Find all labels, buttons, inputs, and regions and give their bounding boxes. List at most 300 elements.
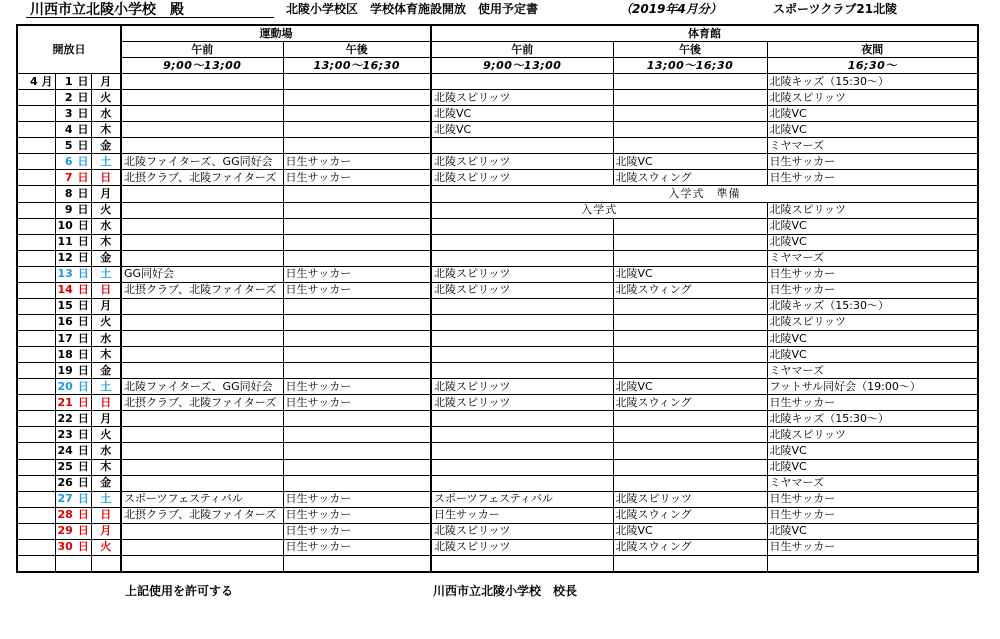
schedule-row — [17, 170, 978, 186]
schedule-row — [17, 234, 978, 250]
gym-pm-cell — [613, 298, 767, 314]
day-suffix: 日 — [77, 492, 89, 506]
gym-am-cell — [431, 411, 613, 427]
gym-night-cell: 北陵VC — [767, 106, 978, 122]
weekday-cell: 火 — [91, 202, 121, 218]
day-suffix: 日 — [77, 331, 89, 345]
ground-am-cell — [121, 443, 283, 459]
gym-night-cell: 日生サッカー — [767, 266, 978, 282]
day-number: 8 — [64, 186, 73, 200]
gym-night-cell: ミヤマーズ — [767, 475, 978, 491]
gym-pm-cell — [613, 106, 767, 122]
weekday-cell: 月 — [91, 523, 121, 539]
gym-am-cell — [431, 555, 613, 572]
gym-pm-cell: 北陵VC — [613, 523, 767, 539]
weekday-cell: 木 — [91, 122, 121, 138]
gym-pm-cell — [613, 314, 767, 330]
day-cell — [55, 427, 91, 443]
day-suffix: 日 — [77, 524, 89, 538]
gym-night-cell: 北陵VC — [767, 218, 978, 234]
day-number: 12 — [57, 251, 73, 265]
day-suffix: 日 — [77, 476, 89, 490]
schedule-row — [17, 363, 978, 379]
gym-night-cell: ミヤマーズ — [767, 250, 978, 266]
ground-am-cell: 北陵ファイターズ、GG同好会 — [121, 154, 283, 170]
ground-pm-cell: 日生サッカー — [283, 379, 431, 395]
gym-am-cell: スポーツフェスティバル — [431, 491, 613, 507]
month-cell — [17, 427, 55, 443]
schedule-row — [17, 427, 978, 443]
gym-pm-cell — [613, 475, 767, 491]
ground-pm-cell — [283, 555, 431, 572]
day-suffix: 日 — [77, 251, 89, 265]
ground-am-cell — [121, 106, 283, 122]
day-number: 28 — [57, 508, 73, 522]
ground-am-cell — [121, 459, 283, 475]
gym-pm-cell — [613, 411, 767, 427]
day-number: 21 — [57, 395, 73, 409]
gym-am-cell: 北陵スピリッツ — [431, 539, 613, 555]
gym-pm-cell: 北陵スウィング — [613, 395, 767, 411]
gym-pm-cell: 北陵VC — [613, 154, 767, 170]
header-gym-night: 夜間 — [767, 42, 978, 58]
gym-pm-cell — [613, 363, 767, 379]
gym-pm-cell: 北陵スウィング — [613, 507, 767, 523]
gym-pm-cell: 北陵VC — [613, 266, 767, 282]
ground-am-cell — [121, 234, 283, 250]
ground-am-cell — [121, 90, 283, 106]
gym-pm-cell — [613, 347, 767, 363]
gym-am-cell — [431, 74, 613, 90]
header-gym-am: 午前 — [431, 42, 613, 58]
gym-am-cell — [431, 314, 613, 330]
ground-am-cell — [121, 122, 283, 138]
weekday-cell: 火 — [91, 539, 121, 555]
ground-am-cell: 北摂クラブ、北陵ファイターズ — [121, 507, 283, 523]
ground-am-cell — [121, 363, 283, 379]
day-cell — [55, 170, 91, 186]
weekday-cell: 水 — [91, 218, 121, 234]
day-suffix: 日 — [77, 203, 89, 217]
day-number: 2 — [64, 90, 73, 104]
day-suffix: 日 — [77, 170, 89, 184]
day-suffix: 日 — [77, 508, 89, 522]
ground-am-cell — [121, 186, 283, 202]
month-cell — [17, 363, 55, 379]
month-cell — [17, 154, 55, 170]
day-cell — [55, 234, 91, 250]
ground-am-cell: 北摂クラブ、北陵ファイターズ — [121, 282, 283, 298]
day-cell — [55, 459, 91, 475]
period-label: （2019年4月分） — [620, 2, 722, 16]
month-cell — [17, 347, 55, 363]
month-cell — [17, 218, 55, 234]
weekday-cell: 火 — [91, 90, 121, 106]
gym-night-cell — [767, 555, 978, 572]
month-cell — [17, 459, 55, 475]
ground-pm-cell — [283, 74, 431, 90]
day-suffix: 日 — [77, 363, 89, 377]
gym-pm-cell — [613, 138, 767, 154]
ground-am-cell — [121, 250, 283, 266]
weekday-cell: 月 — [91, 298, 121, 314]
weekday-cell: 月 — [91, 74, 121, 90]
gym-night-cell: 北陵VC — [767, 523, 978, 539]
ground-am-cell — [121, 347, 283, 363]
day-suffix: 日 — [77, 299, 89, 313]
header-gym: 体育館 — [431, 25, 978, 42]
day-number: 19 — [57, 363, 73, 377]
gym-night-cell: フットサル同好会（19:00～） — [767, 379, 978, 395]
month-cell — [17, 475, 55, 491]
day-number: 11 — [57, 235, 73, 249]
ground-am-cell — [121, 427, 283, 443]
ground-pm-cell — [283, 122, 431, 138]
day-cell — [55, 298, 91, 314]
gym-pm-cell — [613, 459, 767, 475]
weekday-cell: 月 — [91, 186, 121, 202]
ground-am-cell: 北摂クラブ、北陵ファイターズ — [121, 395, 283, 411]
ground-am-cell: 北陵ファイターズ、GG同好会 — [121, 379, 283, 395]
gym-am-cell — [431, 475, 613, 491]
day-cell — [55, 250, 91, 266]
month-cell — [17, 250, 55, 266]
day-number: 5 — [64, 138, 73, 152]
day-suffix: 日 — [77, 154, 89, 168]
gym-am-cell: 北陵VC — [431, 106, 613, 122]
day-suffix: 日 — [77, 122, 89, 136]
weekday-cell: 水 — [91, 331, 121, 347]
day-number: 23 — [57, 427, 73, 441]
day-cell — [55, 555, 91, 572]
permit-text: 上記使用を許可する — [125, 584, 234, 598]
month-cell — [17, 443, 55, 459]
month-cell — [17, 170, 55, 186]
schedule-row — [17, 202, 978, 218]
gym-am-cell: 北陵スピリッツ — [431, 395, 613, 411]
schedule-row — [17, 282, 978, 298]
gym-am-cell — [431, 443, 613, 459]
day-suffix: 日 — [77, 315, 89, 329]
day-cell — [55, 491, 91, 507]
ground-am-cell — [121, 218, 283, 234]
gym-pm-cell — [613, 331, 767, 347]
schedule-row — [17, 411, 978, 427]
month-cell — [17, 491, 55, 507]
header-ground: 運動場 — [121, 25, 431, 42]
gym-night-cell: 北陵VC — [767, 459, 978, 475]
ground-pm-cell: 日生サッカー — [283, 523, 431, 539]
gym-am-cell: 北陵スピリッツ — [431, 90, 613, 106]
schedule-row — [17, 266, 978, 282]
ground-am-cell — [121, 475, 283, 491]
month-cell — [17, 411, 55, 427]
weekday-cell: 水 — [91, 106, 121, 122]
ground-am-cell — [121, 331, 283, 347]
schedule-row — [17, 186, 978, 202]
gym-night-cell: 北陵VC — [767, 234, 978, 250]
schedule-row — [17, 347, 978, 363]
weekday-cell: 日 — [91, 395, 121, 411]
month-cell — [17, 106, 55, 122]
day-cell — [55, 106, 91, 122]
day-suffix: 日 — [77, 219, 89, 233]
time-gym-am: 9;00～13;00 — [431, 58, 613, 74]
ground-pm-cell — [283, 314, 431, 330]
gym-am-cell: 日生サッカー — [431, 507, 613, 523]
weekday-cell — [91, 555, 121, 572]
gym-am-cell: 北陵スピリッツ — [431, 379, 613, 395]
schedule-row — [17, 74, 978, 90]
day-cell — [55, 154, 91, 170]
ground-pm-cell — [283, 459, 431, 475]
month-cell: 4 月 — [17, 74, 55, 90]
day-suffix: 日 — [77, 267, 89, 281]
day-suffix: 日 — [77, 460, 89, 474]
ground-am-cell — [121, 74, 283, 90]
day-cell — [55, 138, 91, 154]
gym-night-cell: 北陵スピリッツ — [767, 314, 978, 330]
day-cell — [55, 539, 91, 555]
ground-pm-cell: 日生サッカー — [283, 395, 431, 411]
schedule-row — [17, 122, 978, 138]
day-suffix: 日 — [77, 235, 89, 249]
schedule-row — [17, 491, 978, 507]
day-suffix: 日 — [77, 74, 89, 88]
day-suffix: 日 — [77, 347, 89, 361]
ground-pm-cell: 日生サッカー — [283, 170, 431, 186]
ground-pm-cell — [283, 363, 431, 379]
ground-pm-cell — [283, 186, 431, 202]
day-cell — [55, 395, 91, 411]
schedule-row — [17, 459, 978, 475]
day-number: 6 — [64, 154, 73, 168]
gym-pm-cell: 北陵スウィング — [613, 170, 767, 186]
gym-pm-cell — [613, 218, 767, 234]
gym-night-cell: 日生サッカー — [767, 154, 978, 170]
weekday-cell: 金 — [91, 363, 121, 379]
day-number: 7 — [64, 170, 73, 184]
day-number: 29 — [57, 524, 73, 538]
gym-special-event-cell: 入学式 準備 — [431, 186, 978, 202]
ground-am-cell — [121, 411, 283, 427]
schedule-row — [17, 475, 978, 491]
schedule-row — [17, 555, 978, 572]
day-number: 17 — [57, 331, 73, 345]
weekday-cell: 土 — [91, 266, 121, 282]
day-cell — [55, 122, 91, 138]
gym-am-cell — [431, 218, 613, 234]
ground-am-cell — [121, 138, 283, 154]
schedule-table — [16, 24, 979, 573]
document-title: 北陵小学校区 学校体育施設開放 使用予定書 — [286, 2, 539, 16]
weekday-cell: 金 — [91, 475, 121, 491]
gym-night-cell: 北陵スピリッツ — [767, 90, 978, 106]
month-cell — [17, 507, 55, 523]
gym-am-cell: 北陵VC — [431, 122, 613, 138]
month-cell — [17, 523, 55, 539]
header-ground-am: 午前 — [121, 42, 283, 58]
month-cell — [17, 202, 55, 218]
ground-pm-cell — [283, 443, 431, 459]
day-cell — [55, 379, 91, 395]
gym-night-cell: 日生サッカー — [767, 282, 978, 298]
day-cell — [55, 218, 91, 234]
weekday-cell: 木 — [91, 234, 121, 250]
day-number: 9 — [64, 203, 73, 217]
day-suffix: 日 — [77, 427, 89, 441]
gym-night-cell: 北陵VC — [767, 443, 978, 459]
weekday-cell: 日 — [91, 282, 121, 298]
day-suffix: 日 — [77, 90, 89, 104]
month-cell — [17, 138, 55, 154]
gym-special-event-cell: 入学式 — [431, 202, 767, 218]
day-cell — [55, 347, 91, 363]
gym-night-cell: 北陵キッズ（15:30～） — [767, 411, 978, 427]
day-suffix: 日 — [77, 411, 89, 425]
ground-pm-cell — [283, 298, 431, 314]
weekday-cell: 日 — [91, 507, 121, 523]
gym-am-cell: 北陵スピリッツ — [431, 523, 613, 539]
schedule-row — [17, 507, 978, 523]
gym-am-cell: 北陵スピリッツ — [431, 266, 613, 282]
gym-am-cell: 北陵スピリッツ — [431, 282, 613, 298]
month-cell — [17, 395, 55, 411]
gym-night-cell: 日生サッカー — [767, 491, 978, 507]
day-cell — [55, 475, 91, 491]
month-cell — [17, 282, 55, 298]
ground-pm-cell: 日生サッカー — [283, 491, 431, 507]
day-number: 10 — [57, 219, 73, 233]
gym-pm-cell: 北陵スウィング — [613, 282, 767, 298]
weekday-cell: 木 — [91, 459, 121, 475]
day-suffix: 日 — [77, 443, 89, 457]
day-cell — [55, 266, 91, 282]
ground-am-cell — [121, 314, 283, 330]
gym-night-cell: 北陵VC — [767, 331, 978, 347]
gym-am-cell — [431, 250, 613, 266]
schedule-row — [17, 218, 978, 234]
weekday-cell: 木 — [91, 347, 121, 363]
day-cell — [55, 186, 91, 202]
schedule-row — [17, 443, 978, 459]
gym-night-cell: ミヤマーズ — [767, 363, 978, 379]
schedule-row — [17, 298, 978, 314]
day-suffix: 日 — [77, 106, 89, 120]
month-cell — [17, 186, 55, 202]
day-cell — [55, 202, 91, 218]
gym-pm-cell: 北陵スピリッツ — [613, 491, 767, 507]
schedule-row — [17, 138, 978, 154]
schedule-row — [17, 154, 978, 170]
ground-am-cell — [121, 523, 283, 539]
weekday-cell: 金 — [91, 138, 121, 154]
schedule-row — [17, 379, 978, 395]
schedule-row — [17, 250, 978, 266]
weekday-cell: 火 — [91, 314, 121, 330]
month-cell — [17, 234, 55, 250]
gym-am-cell — [431, 331, 613, 347]
gym-am-cell — [431, 347, 613, 363]
ground-pm-cell: 日生サッカー — [283, 154, 431, 170]
schedule-row — [17, 523, 978, 539]
weekday-cell: 火 — [91, 427, 121, 443]
ground-pm-cell — [283, 475, 431, 491]
ground-pm-cell — [283, 250, 431, 266]
gym-am-cell — [431, 459, 613, 475]
gym-am-cell: 北陵スピリッツ — [431, 154, 613, 170]
time-ground-am: 9;00～13;00 — [121, 58, 283, 74]
gym-night-cell: ミヤマーズ — [767, 138, 978, 154]
day-cell — [55, 523, 91, 539]
day-cell — [55, 411, 91, 427]
ground-pm-cell — [283, 331, 431, 347]
day-number: 13 — [57, 267, 73, 281]
day-number: 4 — [64, 122, 73, 136]
day-cell — [55, 507, 91, 523]
month-cell — [17, 379, 55, 395]
ground-pm-cell: 日生サッカー — [283, 266, 431, 282]
gym-night-cell: 日生サッカー — [767, 395, 978, 411]
day-number: 15 — [57, 299, 73, 313]
schedule-row — [17, 539, 978, 555]
day-number: 20 — [57, 379, 73, 393]
gym-night-cell: 北陵VC — [767, 122, 978, 138]
ground-pm-cell — [283, 347, 431, 363]
ground-pm-cell — [283, 218, 431, 234]
header-gym-pm: 午後 — [613, 42, 767, 58]
month-cell — [17, 298, 55, 314]
addressee-underline — [26, 17, 274, 18]
gym-pm-cell: 北陵VC — [613, 379, 767, 395]
weekday-cell: 金 — [91, 250, 121, 266]
gym-night-cell: 北陵キッズ（15:30～） — [767, 74, 978, 90]
principal-signature: 川西市立北陵小学校 校長 — [433, 584, 578, 598]
day-suffix: 日 — [77, 138, 89, 152]
gym-pm-cell — [613, 427, 767, 443]
ground-am-cell: 北摂クラブ、北陵ファイターズ — [121, 170, 283, 186]
schedule-row — [17, 90, 978, 106]
schedule-row — [17, 331, 978, 347]
day-cell — [55, 314, 91, 330]
weekday-cell: 土 — [91, 379, 121, 395]
day-number: 25 — [57, 460, 73, 474]
ground-am-cell — [121, 298, 283, 314]
month-cell — [17, 539, 55, 555]
header-open-date: 開放日 — [17, 25, 121, 74]
header-ground-pm: 午後 — [283, 42, 431, 58]
day-suffix: 日 — [77, 186, 89, 200]
gym-am-cell — [431, 138, 613, 154]
gym-night-cell: 北陵スピリッツ — [767, 427, 978, 443]
time-ground-pm: 13;00～16;30 — [283, 58, 431, 74]
day-suffix: 日 — [77, 395, 89, 409]
gym-night-cell: 北陵キッズ（15:30～） — [767, 298, 978, 314]
day-number: 14 — [57, 283, 73, 297]
day-cell — [55, 90, 91, 106]
day-number: 26 — [57, 476, 73, 490]
club-name: スポーツクラブ21北陵 — [773, 2, 898, 16]
ground-pm-cell — [283, 106, 431, 122]
time-gym-pm: 13;00～16;30 — [613, 58, 767, 74]
day-cell — [55, 74, 91, 90]
ground-am-cell — [121, 202, 283, 218]
gym-night-cell: 日生サッカー — [767, 507, 978, 523]
day-suffix: 日 — [77, 379, 89, 393]
ground-pm-cell: 日生サッカー — [283, 282, 431, 298]
gym-night-cell: 北陵VC — [767, 347, 978, 363]
day-number: 1 — [64, 74, 73, 88]
